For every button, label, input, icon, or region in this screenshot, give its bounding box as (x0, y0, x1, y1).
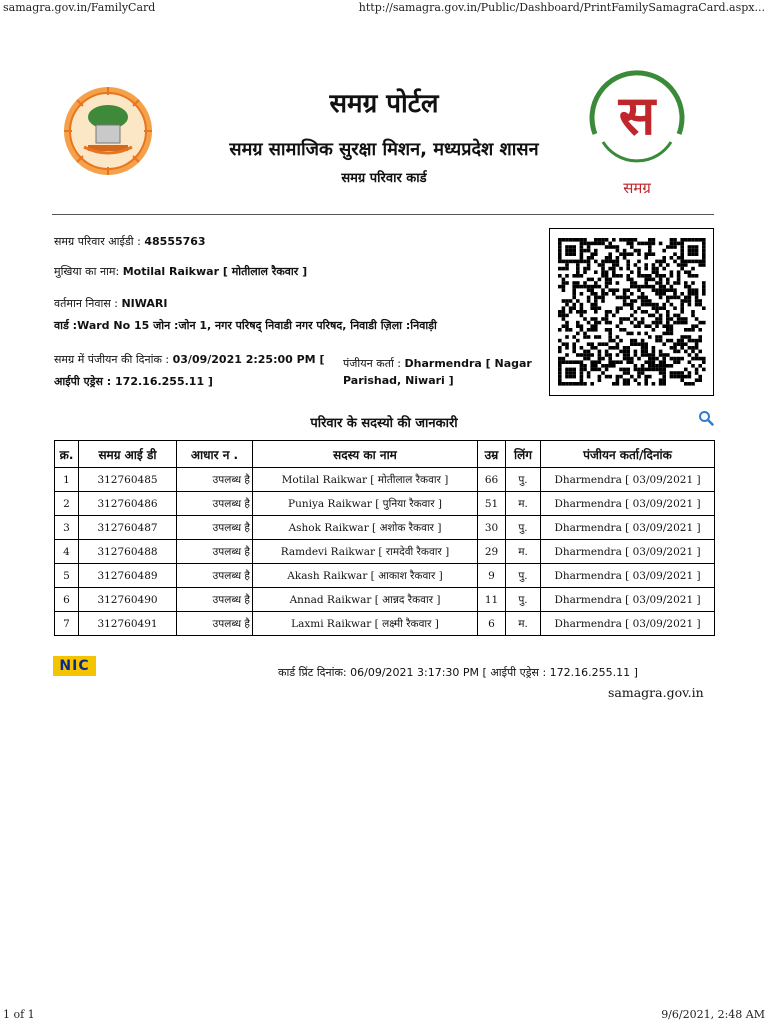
family-head-value: Motilal Raikwar [ मोतीलाल रैकवार ] (122, 265, 308, 278)
cell-aadhaar: उपलब्ध है (177, 492, 253, 516)
ip-address-value: आईपी एड्रेस : 172.16.255.11 ] (54, 375, 213, 388)
header-divider (52, 214, 714, 215)
card-print-info: कार्ड प्रिंट दिनांक: 06/09/2021 3:17:30 PM [ आईपी एड्रेस : 172.16.255.11 ] (278, 666, 638, 679)
cell-registrar: Dharmendra [ 03/09/2021 ] (541, 492, 715, 516)
cell-samagra-id: 312760489 (79, 564, 177, 588)
registration-date-value: 03/09/2021 2:25:00 PM [ (172, 353, 325, 366)
cell-sn: 2 (55, 492, 79, 516)
cell-age: 66 (478, 468, 506, 492)
cell-sn: 6 (55, 588, 79, 612)
table-row (55, 492, 715, 516)
cell-aadhaar: उपलब्ध है (177, 540, 253, 564)
cell-name: Motilal Raikwar [ मोतीलाल रैकवार ] (253, 468, 478, 492)
registrar-label: पंजीयन कर्ता : (343, 357, 405, 370)
samagra-logo-text: समग्र (623, 179, 651, 197)
cell-sn: 7 (55, 612, 79, 636)
ward-value: वार्ड :Ward No 15 जोन :जोन 1, नगर परिषद् निवाडी नगर परिषद, निवाडी ज़िला :निवाड़ी (54, 319, 437, 332)
family-id-line (54, 234, 206, 249)
cell-samagra-id: 312760487 (79, 516, 177, 540)
cell-name: Laxmi Raikwar [ लक्ष्मी रैकवार ] (253, 612, 478, 636)
registrar-line (343, 356, 543, 371)
family-head-line (54, 264, 307, 279)
residence-value: NIWARI (121, 297, 168, 310)
cell-samagra-id: 312760490 (79, 588, 177, 612)
cell-aadhaar: उपलब्ध है (177, 588, 253, 612)
cell-name: Ramdevi Raikwar [ रामदेवी रैकवार ] (253, 540, 478, 564)
cell-sn: 5 (55, 564, 79, 588)
cell-registrar: Dharmendra [ 03/09/2021 ] (541, 468, 715, 492)
print-url-right: http://samagra.gov.in/Public/Dashboard/PrintFamilySamagraCard.aspx... (358, 1, 765, 14)
search-icon[interactable] (698, 410, 714, 430)
cell-age: 9 (478, 564, 506, 588)
portal-title: समग्र पोर्टल (329, 89, 439, 119)
cell-gender: पु. (506, 564, 541, 588)
ward-line (54, 318, 437, 333)
members-table (54, 440, 715, 636)
print-page-count: 1 of 1 (3, 1008, 35, 1021)
cell-name: Akash Raikwar [ आकाश रैकवार ] (253, 564, 478, 588)
cell-gender: पु. (506, 588, 541, 612)
card-title: समग्र परिवार कार्ड (341, 171, 427, 186)
cell-sn: 1 (55, 468, 79, 492)
table-row (55, 516, 715, 540)
column-header: आधार न . (177, 441, 253, 468)
registration-date-line (54, 352, 339, 367)
cell-gender: म. (506, 492, 541, 516)
family-id-label: समग्र परिवार आईडी : (54, 235, 145, 248)
cell-registrar: Dharmendra [ 03/09/2021 ] (541, 540, 715, 564)
cell-age: 30 (478, 516, 506, 540)
cell-registrar: Dharmendra [ 03/09/2021 ] (541, 516, 715, 540)
table-row (55, 468, 715, 492)
cell-aadhaar: उपलब्ध है (177, 612, 253, 636)
cell-aadhaar: उपलब्ध है (177, 468, 253, 492)
column-header: पंजीयन कर्ता/दिनांक (541, 441, 715, 468)
cell-aadhaar: उपलब्ध है (177, 564, 253, 588)
ip-address-line (54, 374, 213, 389)
registrar-line-2 (343, 374, 454, 387)
family-head-label: मुखिया का नाम: (54, 265, 123, 278)
cell-samagra-id: 312760486 (79, 492, 177, 516)
residence-label: वर्तमान निवास : (54, 297, 122, 310)
family-id-value: 48555763 (144, 235, 206, 248)
table-row (55, 588, 715, 612)
cell-sn: 4 (55, 540, 79, 564)
registrar-value-2: Parishad, Niwari ] (343, 374, 454, 387)
portal-subtitle: समग्र सामाजिक सुरक्षा मिशन, मध्यप्रदेश शासन (229, 139, 539, 160)
residence-line (54, 296, 167, 311)
column-header: सदस्य का नाम (253, 441, 478, 468)
column-header: उम्र (478, 441, 506, 468)
table-row (55, 540, 715, 564)
print-url-left: samagra.gov.in/FamilyCard (3, 1, 156, 14)
cell-samagra-id: 312760491 (79, 612, 177, 636)
members-heading: परिवार के सदस्यो की जानकारी (310, 416, 458, 431)
cell-registrar: Dharmendra [ 03/09/2021 ] (541, 588, 715, 612)
cell-sn: 3 (55, 516, 79, 540)
cell-aadhaar: उपलब्ध है (177, 516, 253, 540)
cell-name: Annad Raikwar [ आन्नद रैकवार ] (253, 588, 478, 612)
cell-name: Ashok Raikwar [ अशोक रैकवार ] (253, 516, 478, 540)
registration-date-label: समग्र में पंजीयन की दिनांक : (54, 353, 173, 366)
print-datetime: 9/6/2021, 2:48 AM (661, 1008, 765, 1021)
cell-name: Puniya Raikwar [ पुनिया रैकवार ] (253, 492, 478, 516)
members-table-header (55, 441, 715, 468)
table-row (55, 612, 715, 636)
samagra-logo-letter: स (618, 84, 656, 147)
cell-gender: म. (506, 612, 541, 636)
cell-registrar: Dharmendra [ 03/09/2021 ] (541, 564, 715, 588)
column-header: समग्र आई डी (79, 441, 177, 468)
nic-logo-icon: NIC (53, 656, 96, 676)
column-header: लिंग (506, 441, 541, 468)
cell-samagra-id: 312760485 (79, 468, 177, 492)
registrar-value: Dharmendra [ Nagar (404, 357, 532, 370)
cell-age: 51 (478, 492, 506, 516)
table-row (55, 564, 715, 588)
cell-age: 29 (478, 540, 506, 564)
cell-gender: पु. (506, 516, 541, 540)
cell-registrar: Dharmendra [ 03/09/2021 ] (541, 612, 715, 636)
cell-gender: म. (506, 540, 541, 564)
cell-age: 11 (478, 588, 506, 612)
qr-code-icon (549, 228, 714, 396)
cell-gender: पु. (506, 468, 541, 492)
cell-samagra-id: 312760488 (79, 540, 177, 564)
column-header: क्र. (55, 441, 79, 468)
site-footer-link[interactable]: samagra.gov.in (608, 685, 704, 700)
cell-age: 6 (478, 612, 506, 636)
